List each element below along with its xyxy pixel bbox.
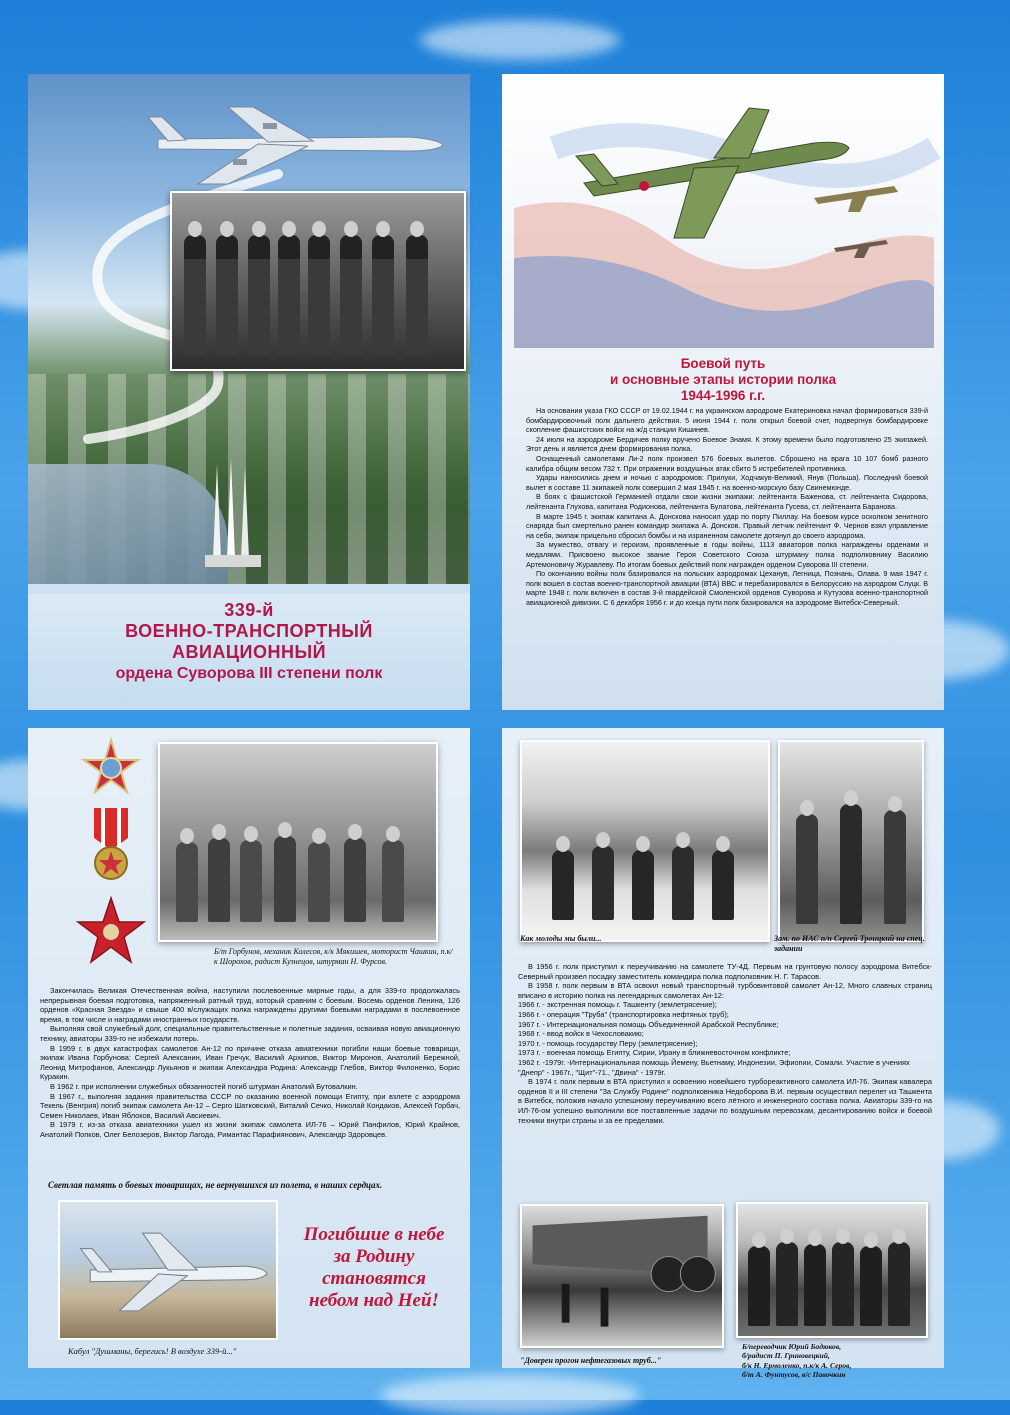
heading-line: и основные этапы истории полка xyxy=(609,372,837,387)
event-item: 1967 г. - Интернациональная помощь Объединенной Арабской Республике; xyxy=(518,1019,779,1029)
person-figure xyxy=(888,1242,910,1326)
photo-caption: Как молоды мы были... xyxy=(520,934,602,943)
person-figure xyxy=(748,1246,770,1326)
river xyxy=(28,464,228,584)
crew-group-photo xyxy=(736,1202,928,1338)
paragraph: В 1958 г. полк первым в ВТА освоил новый транспортный турбовинтовой самолет Ан-12, Много славных страниц вписано в историю полка на легендарных самолетах Ан-12: xyxy=(518,981,932,1000)
person-figure xyxy=(552,850,574,920)
memory-line: Светлая память о боевых товарищах, не вернувшихся из полета, в наших сердцах. xyxy=(48,1180,383,1190)
person-figure xyxy=(884,810,906,924)
heading-line: Боевой путь xyxy=(680,356,766,371)
officer-figure xyxy=(216,235,238,355)
paragraph: В марте 1945 г. экипаж капитана А. Донскова наносил удар по порту Пиллау. На боевом курсе осколком зенитного снаряда был смертельно ранен командир экипажа А. Донсков. Правый летчик лейтенант Ф. Чернов взял управление на себя, экипаж прицельно сбросил бомбы и на израненном самолете дотянул до своего аэродрома. xyxy=(526,511,928,540)
memorial-monument-icon xyxy=(203,459,263,569)
paragraph: По окончанию войны полк базировался на польских аэродромах Цеханув, Легница, Познань, Олава. 9 мая 1947 г. полк вошел в состав военно-транспортной авиации (ВТА) ВВС и перебазировался в Белоруссию на аэродром Слуцк. В марте 1948 г. полк включен в состав 3-й гвардейской Смоленской орденов Суворова и Кутузова военно-транспортной авиационной дивизии. С 6 декабря 1956 г. и до конца пути полк базировался на аэродроме Витебск-Северный. xyxy=(526,569,928,607)
officer-figure xyxy=(372,235,394,355)
heading-years: 1944-1996 г.г. xyxy=(680,388,766,403)
cargo-pipes-icon xyxy=(522,1206,722,1346)
paragraph: Удары наносились днем и ночью с аэродромов: Прилуки, Ходчакув-Великий, Янув (Польша). Последний боевой вылет в составе 11 экипажей полк совершил 2 мая 1945 г. на военно-морскую базу Свинемюнде. xyxy=(526,473,928,492)
slogan-line: становятся xyxy=(322,1268,426,1289)
transport-plane-icon xyxy=(60,1202,276,1338)
postwar-text xyxy=(40,986,460,1140)
event-item: 1962 г. -1979г. -Интернациональная помощь Йемену, Вьетнаму, Индонезии, Эфиопии, Сомали. Участие в учениях "Днепр" - 1967г., "Щит"-71., "Двина" - 1979г. xyxy=(518,1057,910,1077)
person-figure xyxy=(672,846,694,920)
wartime-crew-photo xyxy=(158,742,438,942)
officer-figure xyxy=(340,235,362,355)
section-heading xyxy=(502,356,944,404)
red-banner-order-icon xyxy=(94,808,128,879)
caption-line: б/т А. Фунтусов, в/с Павочкин xyxy=(742,1370,846,1380)
person-figure xyxy=(796,814,818,924)
caption-line: Б/переводчик Юрий Бадюков, xyxy=(742,1342,842,1351)
title-order-line: ордена Суворова III степени полк xyxy=(115,665,383,682)
photo-caption: Б/т Горбунов, механик Колесов, к/к Мякишев, моторист Чашкин, п.к/к Шорохов, радист Кузнецов, штурман Н. Фурсов. xyxy=(214,947,453,966)
title-number: 339-й xyxy=(224,600,274,620)
event-item: 1973 г. - военная помощь Египту, Сирии, Ирану в ближневосточном конфликте; xyxy=(518,1048,791,1058)
paragraph: 24 июля на аэродроме Бердичев полку вручено Боевое Знамя. К этому времени было подготовлено 25 экипажей. Этот день и является днем формирования полка. xyxy=(526,434,928,454)
person-figure xyxy=(840,804,862,924)
veterans-photo xyxy=(170,191,466,371)
red-star-order-icon xyxy=(78,898,144,962)
photo-caption: Зам. по ИАС п/п Сергей Троицкий на спец. задании xyxy=(774,934,925,953)
soldier-figure xyxy=(382,840,404,922)
event-item: 1968 г. - ввод войск в Чехословакию; xyxy=(518,1029,644,1039)
title-line: АВИАЦИОННЫЙ xyxy=(171,642,327,662)
event-item: 1966 г. - операция "Труба" (транспортировка нефтяных труб); xyxy=(518,1009,729,1019)
soldier-figure xyxy=(176,842,198,922)
caption-line: б/к Н. Ермоленко, п.к/к А. Серов, xyxy=(742,1360,852,1370)
soldier-figure xyxy=(274,836,296,922)
order-of-victory-icon xyxy=(84,740,138,792)
person-figure xyxy=(832,1242,854,1326)
an12-il76-history-text xyxy=(518,962,932,1125)
photo-caption: Кабул "Душманы, берегись! В воздухе 339-й..." xyxy=(68,1346,237,1356)
paragraph: В 1956 г. полк приступил к переучиванию на самолете ТУ-4Д. Первым на грунтовую полосу аэродрома Витебск-Северный произвел посадку заместитель командира полка подполковник Н. Г. Тарасов. xyxy=(518,962,932,981)
memorial-slogan xyxy=(284,1224,464,1312)
photo-caption xyxy=(742,1342,942,1380)
photo-caption: "Доверен прогон нефтегазовых труб..." xyxy=(520,1356,662,1365)
officer-figure xyxy=(308,235,330,355)
il76-plane-icon xyxy=(138,99,458,189)
paragraph: В 1979 г. из-за отказа авиатехники ушел из жизни экипаж самолета ИЛ-76 – Юрий Панфилов, Юрий Крайнов, Анатолий Попков, Олег Белозеров, Виктор Лагода, Римантас Парафиянович, Александр Здоровцев. xyxy=(40,1120,460,1139)
paragraph: Закончилась Великая Отечественная война, наступили послевоенные мирные годы, а для 339-го продолжалась непрерывная боевая подготовка, напряженный ратный труд, который сравним с боевым. Восемь орденов Ленина, 126 орденов «Красная Звезда» и свыше 400 в/служащих полка награждены другими боевыми наградами в послевоенное время, в том числе и наградами иностранных государств. xyxy=(40,986,460,1024)
panel-memorial xyxy=(28,728,470,1368)
cloud xyxy=(420,20,620,60)
person-figure xyxy=(712,850,734,920)
paragraph: На основании указа ГКО СССР от 19.02.1944 г. на украинском аэродроме Екатериновка начал формироваться 339-й бомбардировочный полк дальнего действия. 5 июня 1944 г. полк открыл боевой счет, подвергнув бомбардировке скопление фашистских войск на ж/д станции Кишинев. xyxy=(526,406,928,435)
paragraph: В боях с фашистской Германией отдали свои жизни экипажи: лейтенанта Баженова, ст. лейтенанта Сидорова, лейтенанта Глухова, капитана Родионова, лейтенанта Булатова, лейтенанта Гусева, ст. лейтенанта Баранова. xyxy=(526,492,928,511)
caption-line: б/радист П. Гриновецкий, xyxy=(742,1351,830,1361)
person-figure xyxy=(804,1244,826,1326)
panel-regiment-title xyxy=(28,74,470,710)
orders-medals-icon xyxy=(76,738,146,978)
soldier-figure xyxy=(208,838,230,922)
officer-figure xyxy=(278,235,300,355)
person-figure xyxy=(592,846,614,920)
slogan-line: небом над Ней! xyxy=(309,1290,439,1311)
paragraph: Выполняя свой служебный долг, специальные правительственные и полетные задания, осваивая новую авиационную технику, авиаторы 339-го не избежали потерь. xyxy=(40,1024,460,1043)
title-line: ВОЕННО-ТРАНСПОРТНЫЙ xyxy=(125,621,373,641)
paragraph: За мужество, отвагу и героизм, проявленные в годы войны, 1113 авиаторов полка награждены орденами и медалями. Присвоено высокое звание Героя Советского Союза штурману полка подполковнику Василию Артемоновичу Журавлеву. По итогам боевых действий полк награжден орденом Суворова III степени. xyxy=(526,540,928,569)
person-figure xyxy=(632,850,654,920)
paragraph: В 1959 г. в двух катастрофах самолетов Ан-12 по причине отказа авиатехники погибли наши боевые товарищи, экипаж Ивана Горбунова: Сергей Алексанин, Иван Гречук, Василий Архипов, Виктор Миронов, Анатолий Бережной, Леонид Митрофанов, Александр Лукьянов и экипаж Александра Родина: Александр Глебов, Виктор Филоненко, Борис Куракин. xyxy=(40,1043,460,1082)
kabul-airfield-photo xyxy=(58,1200,278,1340)
event-item: 1966 г. - экстренная помощь г. Ташкенту (землетрясение); xyxy=(518,1000,717,1010)
officer-figure xyxy=(184,235,206,355)
pipe-transport-photo xyxy=(520,1204,724,1348)
officer-figure xyxy=(406,235,428,355)
paragraph: В 1962 г. при исполнении служебных обязанностей погиб штурман Анатолий Бутовалкин. xyxy=(50,1081,358,1091)
soldier-figure xyxy=(308,842,330,922)
regiment-title xyxy=(28,594,470,710)
paragraph: В 1974 г. полк первым в ВТА приступил к освоению новейшего турбореактивного самолета ИЛ-76. Экипаж кавалера орденов II и III степени "За Службу Родине" подполковника Недоборова В.И. первым осуществил перелет из Ташкента в Витебск, положив начало успешному переучиванию всего лётного и инженерного состава полка. Авиаторы 339-го на ИЛ-76-ом успешно выполнили все поставленные задачи по воздушным перевозкам, десантированию войск и боевой техники внутри страны и за ее пределами. xyxy=(518,1077,932,1125)
officer-figure xyxy=(248,235,270,355)
panel-combat-history xyxy=(502,74,944,710)
crew-by-aircraft-photo xyxy=(520,740,770,942)
paragraph: В 1967 г., выполняя задания правительства СССР по оказанию военной помощи Египту, при взлете с аэродрома Текель (Венгрия) погиб экипаж самолета Ан-12 – Серго Шатковский, Виталий Сечко, Николай Кондаков, Алексей Горбач, Семен Николаев, Иван Яблоков, Василий Авсиевич. xyxy=(40,1091,460,1120)
paragraph: Оснащенный самолетами Ли-2 полк произвел 576 боевых вылетов. Сброшено на врага 10 107 бомб разного калибра общим весом 732 т. При отражении воздушных атак сбито 5 истребителей противника. xyxy=(526,453,928,473)
event-item: 1970 г. - помощь государству Перу (землетрясение); xyxy=(518,1038,698,1048)
slogan-line: за Родину xyxy=(333,1246,415,1267)
watercolor-bombers-painting xyxy=(514,88,934,348)
person-figure xyxy=(860,1246,882,1326)
person-figure xyxy=(776,1242,798,1326)
slogan-line: Погибшие в небе xyxy=(303,1224,445,1245)
history-text xyxy=(526,406,928,607)
special-task-photo xyxy=(778,740,924,942)
cloud xyxy=(380,1375,640,1415)
soldier-figure xyxy=(240,840,262,922)
panel-postwar-history xyxy=(502,728,944,1380)
soldier-figure xyxy=(344,838,366,922)
